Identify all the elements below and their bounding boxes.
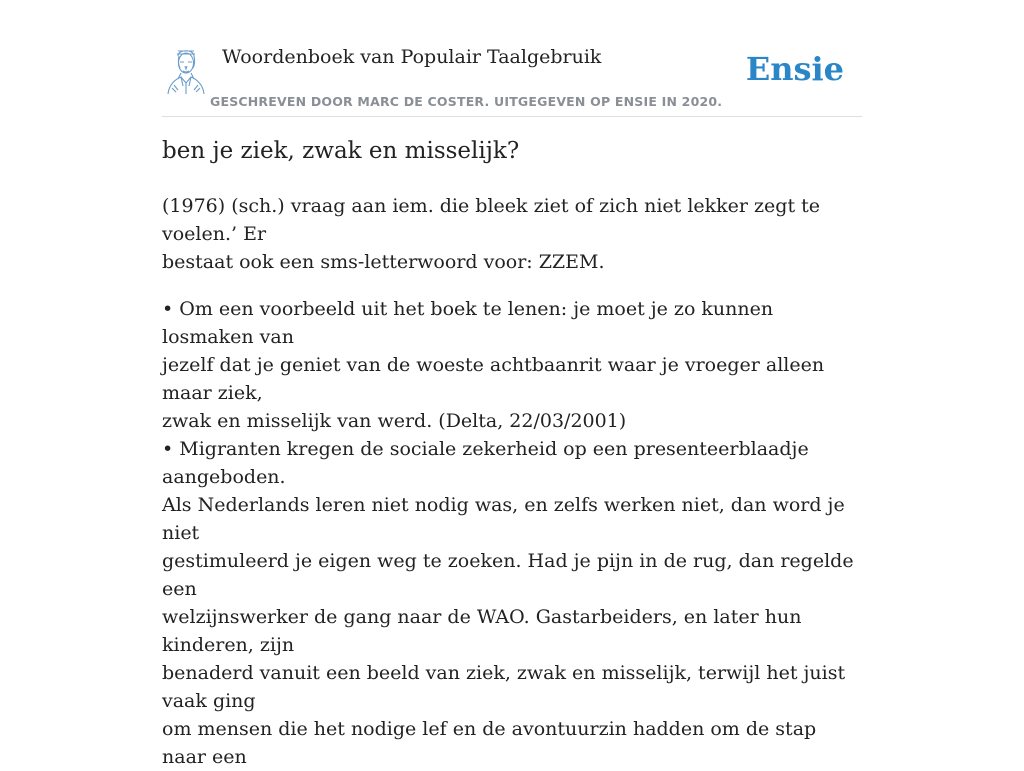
entry-headword: ben je ziek, zwak en misselijk? [162, 138, 520, 164]
example-line: jezelf dat je geniet van de woeste achtbaanrit waar je vroeger alleen maar ziek, [162, 354, 825, 404]
entry-definition [162, 192, 862, 276]
entry-examples [162, 295, 862, 771]
ensie-logo[interactable]: Ensie [745, 50, 844, 88]
example-line: om mensen die het nodige lef en de avontuurzin hadden om de stap naar een [162, 718, 817, 768]
dictionary-title[interactable]: Woordenboek van Populair Taalgebruik [222, 46, 602, 68]
example-line: welzijnswerker de gang naar de WAO. Gastarbeiders, en later hun kinderen, zijn [162, 606, 802, 656]
author-byline: GESCHREVEN DOOR MARC DE COSTER. UITGEGEVEN OP ENSIE IN 2020. [210, 94, 723, 109]
author-portrait-icon[interactable] [164, 46, 208, 96]
example-line: Als Nederlands leren niet nodig was, en zelfs werken niet, dan word je niet [162, 494, 845, 544]
example-line: • Migranten kregen de sociale zekerheid op een presenteerblaadje aangeboden. [162, 438, 809, 488]
dictionary-header [162, 40, 862, 117]
example-line: zwak en misselijk van werd. (Delta, 22/03/2001) [162, 410, 627, 432]
entry-body [162, 192, 862, 771]
example-line: benaderd vanuit een beeld van ziek, zwak en misselijk, terwijl het juist vaak ging [162, 662, 846, 712]
example-line: gestimuleerd je eigen weg te zoeken. Had je pijn in de rug, dan regelde een [162, 550, 854, 600]
example-line: • Om een voorbeeld uit het boek te lenen: je moet je zo kunnen losmaken van [162, 298, 774, 348]
definition-line: bestaat ook een sms-letterwoord voor: ZZEM. [162, 251, 605, 273]
definition-line: (1976) (sch.) vraag aan iem. die bleek ziet of zich niet lekker zegt te voelen.’ Er [162, 195, 821, 245]
